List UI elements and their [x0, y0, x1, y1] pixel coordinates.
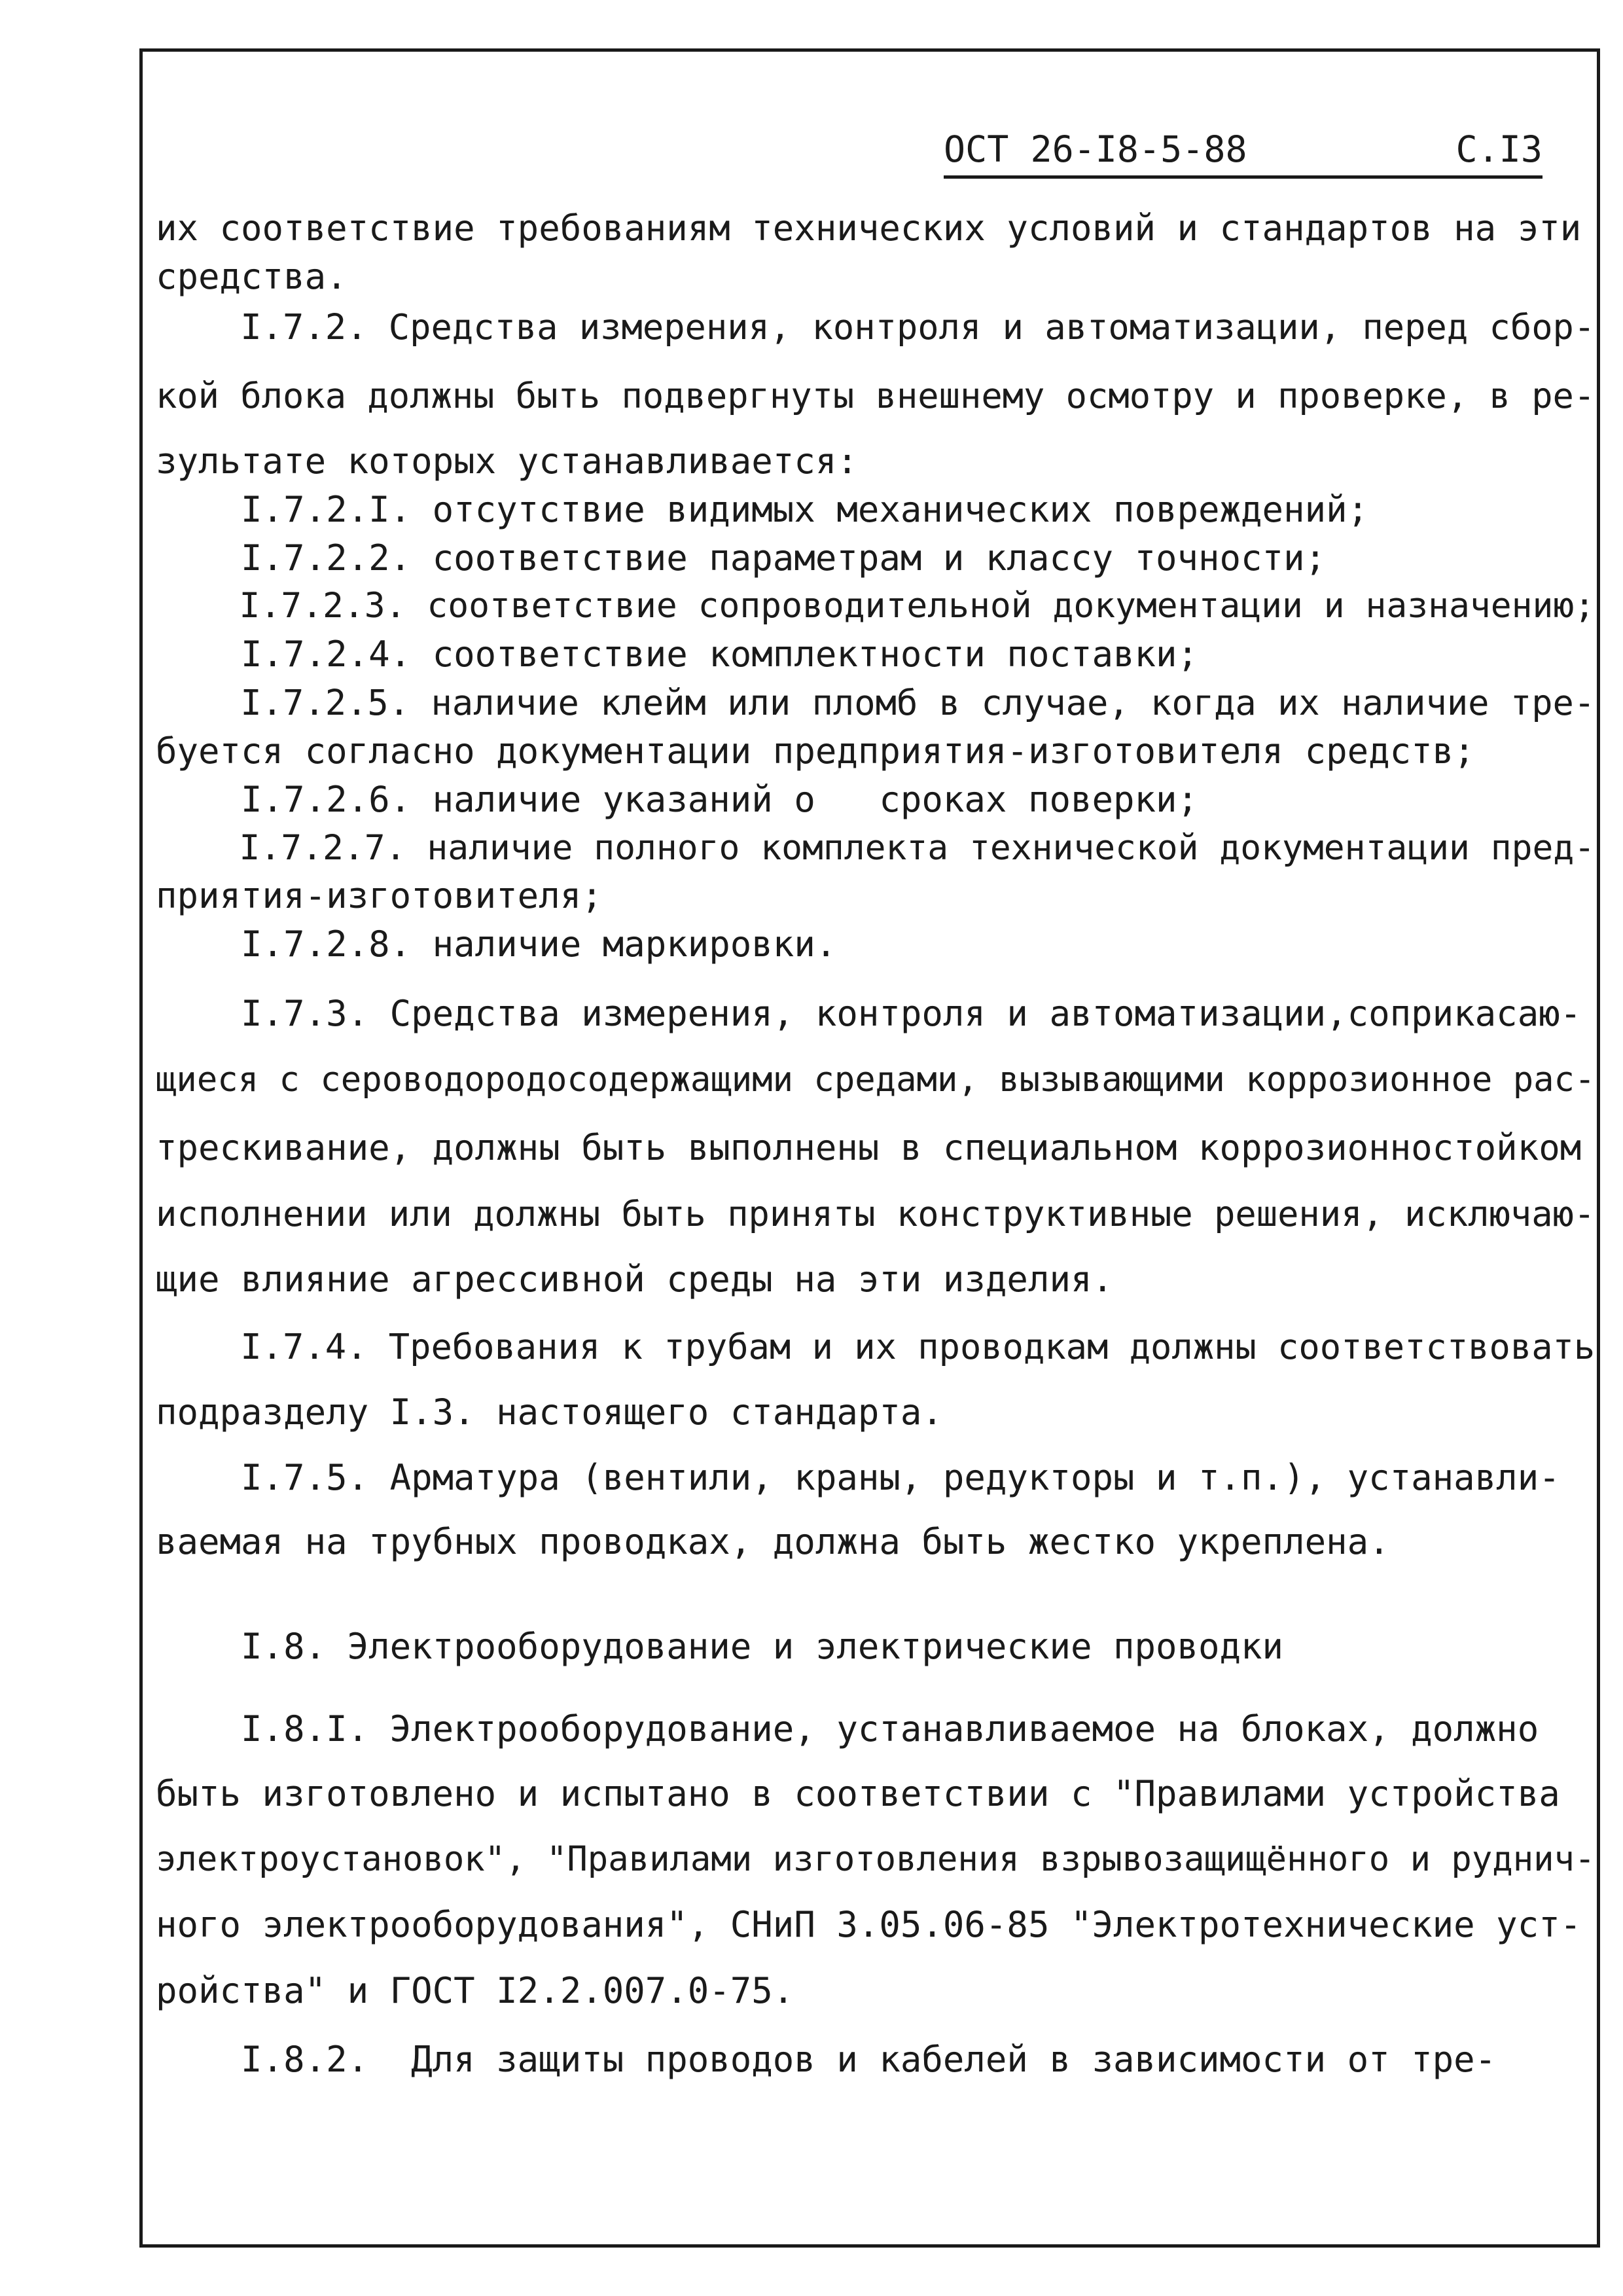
- text-line: I.8.2. Для защиты проводов и кабелей в зависимости от тре-: [156, 2039, 1497, 2080]
- page-number: С.I3: [1455, 128, 1543, 170]
- text-line: I.8.I. Электрооборудование, устанавливаемое на блоках, должно: [156, 1708, 1539, 1749]
- text-line: I.7.2.I. отсутствие видимых механических повреждений;: [156, 489, 1369, 530]
- text-line: I.7.4. Требования к трубам и их проводкам должны соответствовать: [156, 1326, 1596, 1367]
- text-line: щие влияние агрессивной среды на эти изделия.: [156, 1259, 1113, 1300]
- text-line: I.7.2.6. наличие указаний о сроках поверки;: [156, 779, 1199, 820]
- text-line: I.7.2.5. наличие клейм или пломб в случае, когда их наличие тре-: [156, 682, 1596, 723]
- page-header: [944, 123, 1543, 179]
- text-line: кой блока должны быть подвергнуты внешнему осмотру и проверке, в ре-: [156, 375, 1596, 416]
- text-line: I.8. Электрооборудование и электрические проводки: [156, 1626, 1284, 1667]
- text-line: I.7.2.2. соответствие параметрам и классу точности;: [156, 537, 1327, 579]
- text-line: I.7.2. Средства измерения, контроля и автоматизации, перед сбор-: [156, 306, 1596, 348]
- text-line: I.7.2.8. наличие маркировки.: [156, 924, 837, 965]
- text-line: I.7.2.7. наличие полного комплекта технической документации пред-: [156, 828, 1596, 868]
- text-line: ного электрооборудования", СНиП 3.05.06-85 "Электротехнические уст-: [156, 1904, 1582, 1945]
- text-line: ройства" и ГОСТ I2.2.007.0-75.: [156, 1970, 794, 2011]
- text-line: подразделу I.3. настоящего стандарта.: [156, 1391, 943, 1433]
- text-line: средства.: [156, 256, 348, 297]
- text-line: их соответствие требованиям технических условий и стандартов на эти: [156, 207, 1582, 249]
- text-line: быть изготовлено и испытано в соответствии с "Правилами устройства: [156, 1773, 1560, 1814]
- text-line: буется согласно документации предприятия-изготовителя средств;: [156, 730, 1475, 772]
- text-line: трескивание, должны быть выполнены в специальном коррозионностойком: [156, 1127, 1582, 1168]
- text-line: приятия-изготовителя;: [156, 875, 603, 916]
- text-line: щиеся с сероводородосодержащими средами, вызывающими коррозионное рас-: [156, 1060, 1596, 1100]
- text-line: зультате которых устанавливается:: [156, 440, 858, 482]
- text-line: I.7.2.3. соответствие сопроводительной документации и назначению;: [156, 586, 1596, 626]
- text-line: ваемая на трубных проводках, должна быть жестко укреплена.: [156, 1521, 1390, 1562]
- text-line: I.7.2.4. соответствие комплектности поставки;: [156, 634, 1199, 675]
- text-line: I.7.5. Арматура (вентили, краны, редукторы и т.п.), устанавли-: [156, 1457, 1560, 1498]
- text-line: исполнении или должны быть приняты конструктивные решения, исключаю-: [156, 1193, 1596, 1234]
- document-code: ОСТ 26-I8-5-88: [944, 128, 1247, 170]
- text-line: электроустановок", "Правилами изготовления взрывозащищённого и руднич-: [156, 1840, 1596, 1879]
- text-line: I.7.3. Средства измерения, контроля и автоматизации,соприкасаю-: [156, 993, 1582, 1034]
